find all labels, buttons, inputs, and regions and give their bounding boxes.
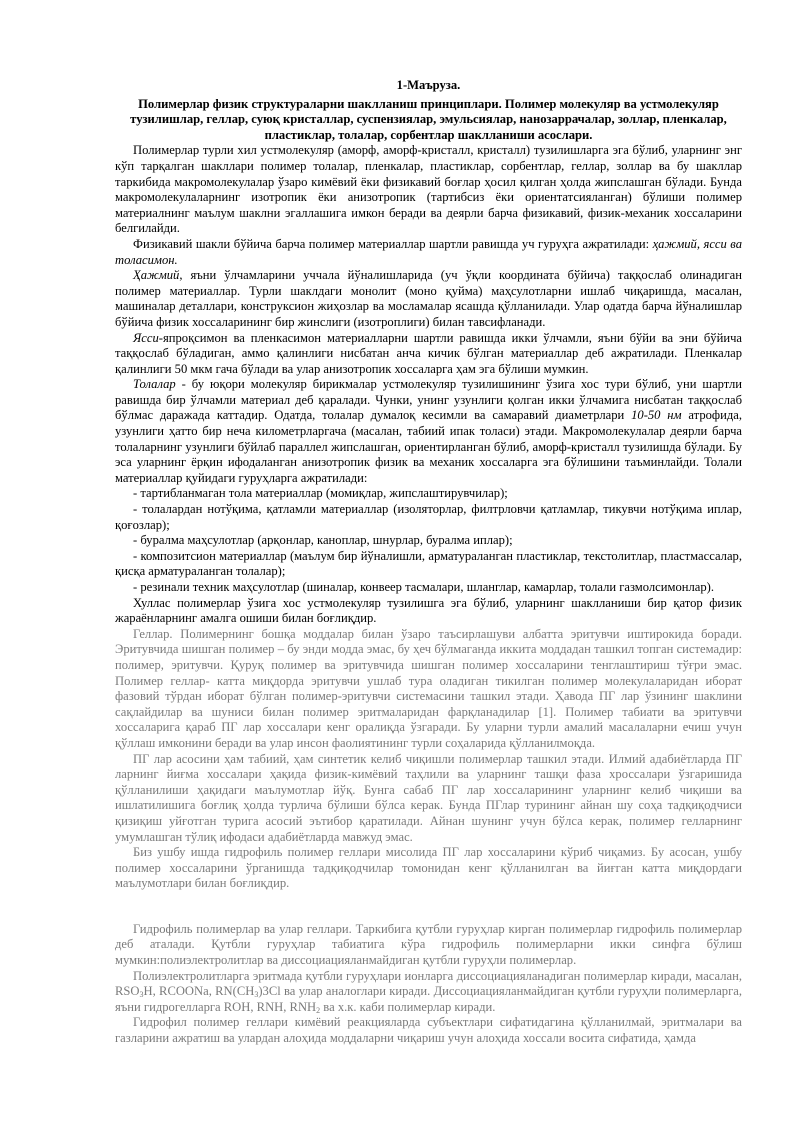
paragraph-text: ва х.к. каби полимерлар киради.	[320, 999, 496, 1014]
paragraph-text: -япроқсимон ва пленкасимон материалларни шартли равишда икки ўлчамли, яъни бўйи ва эни бўйича таққослаб бўладиган, аммо қалинлиги нисбатан анча кичик бўлган материаллар деб ажратилади. Пленкалар қалинлиги 50 мкм гача бўлади ва улар анизотропик хоссаларга ҳам эга бўлиши мумкин.	[115, 330, 742, 376]
paragraph-hydrophilic: Гидрофиль полимерлар ва улар геллари. Таркибига қутбли гуруҳлар кирган полимерлар гидрофиль полимерлар деб аталади. Қутбли гуруҳлар табиатига кўра гидрофиль полимерларни икки синфга бўлиш мумкин:полиэлектролитлар ва диссоциацияланмайдиган қутбли гуруҳли полимерлар.	[115, 921, 742, 968]
paragraph-fibers	[115, 377, 742, 486]
subscript: 2	[316, 1005, 321, 1015]
paragraph-text: H, RCOONa, RN(CH	[143, 984, 255, 999]
paragraph-summary: Хуллас полимерлар ўзига хос устмолекуляр тузилишга эга бўлиб, уларнинг шаклланиши бир қатор физик жараёнларнинг амалга ошиши билан боғлиқдир.	[115, 595, 742, 626]
lecture-subtitle: Полимерлар физик структураларни шаклланиш принциплари. Полимер молекуляр ва устмолекуляр тузилишлар, геллар, суюқ кристаллар, суспензиялар, эмульсиялар, нанозаррачалар, золлар, пленкалар, пластиклар, толалар, сорбентлар шаклланиши асослари.	[130, 96, 727, 142]
paragraph-gels: Геллар. Полимернинг бошқа моддалар билан ўзаро таъсирлашуви албатта эритувчи иштирокида боради. Эритувчида шишган полимер – бу энди модда эмас, бу ҳеч бўлмаганда иккита моддадан ташкил топган системадир: полимер, эритувчи. Қуруқ полимер ва эритувчида шишган полимер хоссаларини тенглаштириш тўғри эмас. Полимер геллар- катта миқдорда эритувчи ушлаб тура оладиган тикилган полимер молекулаларидан иборат фазовий тўрдан иборат бўлган полимер-эритувчи системасини ташкил этади. Ҳавода ПГ лар ўзининг шаклини сақлайдилар ва шуниси билан полимер эритмаларидан фарқланадилар [1]. Полимер табиати ва эритувчи хоссаларига қараб ПГ лар хоссалари кенг оралиқда ўзгаради. Бу уларни турли амалий масалаларни ечиш учун қўллаш имконини беради ва улар инсон фаолиятининг турли соҳаларида қўлланилмоқда.	[115, 626, 742, 750]
paragraph-text: )3Cl ва улар аналоглари киради. Диссоциацияланмайдиган қутбли гуруҳли полимерларга, яъни гидрогелларга ROH, RNH, RNH	[115, 984, 742, 1014]
paragraph-text: - бу юқори молекуляр бирикмалар устмолекуляр тузилишининг ўзига хос тури бўлиб, уни шартли равишда бир ўлчамли материал деб қаралади. Чунки, унинг узунлиги қолган икки ўлчамига нисбатан таққослаб бўлмас даражада каттадир. Одатда, толалар думалоқ кесимли ва самаравий диаметрлари	[115, 377, 742, 423]
list-item: - буралма маҳсулотлар (арқонлар, каноплар, шнурлар, буралма иплар);	[133, 533, 513, 548]
paragraph-volumetric	[115, 268, 742, 330]
paragraph-polyelectrolytes	[115, 969, 742, 1016]
subscript: 3	[139, 990, 144, 1000]
paragraph-text: Физикавий шакли бўйича барча полимер материаллар шартли равишда уч гуруҳга ажратилади:	[133, 236, 653, 251]
term-volumetric: Ҳажмий	[133, 268, 180, 283]
list-item: - резинали техник маҳсулотлар (шиналар, конвеер тасмалари, шланглар, камарлар, толали газмолсимонлар).	[133, 580, 715, 594]
lecture-title: 1-Маъруза.	[396, 78, 461, 92]
paragraph-text: , яъни ўлчамларини уччала йўналишларида (уч ўқли координата бўйича) таққослаб олинадиган полимер материаллар. Турли шаклдаги монолит (моно қуйма) маҳсулотларни ишлаб чиқаришда, масалан, машиналар деталлари, конструксион жиҳозлар ва мосламалар ясашда қўлланилади. Улар одатда барча йўналишлар бўйича физик хоссаларининг бир жинслиги (изотроплиги) билан тавсифланади.	[115, 268, 742, 329]
classification-terms: ҳажмий, ясси ва толасимон.	[115, 236, 742, 267]
list-item: - толалардан нотўқима, қатламли материаллар (изоляторлар, филтрловчи қатламлар, тикувчи нотўқима иплар, қоғозлар);	[115, 502, 742, 532]
paragraph-text: Полиэлектролитларга эритмада қутбли гуруҳлари ионларга диссоциацияланадиган полимерлар киради, масалан, RSO	[115, 968, 742, 999]
spacer	[115, 892, 742, 922]
subscript: 3	[254, 990, 259, 1000]
paragraph-gels-basis: ПГ лар асосини ҳам табиий, ҳам синтетик келиб чиқишли полимерлар ташкил этади. Илмий адабиётларда ПГ ларнинг йиғма хоссалари ҳақида физик-кимёвий таҳлили ва уларнинг ташқи фаза хроссалари ўзгаришида қўлланилиши ҳақидаги маълумотлар йўқ. Бунга сабаб ПГ лар хоссаларининг уларнинг келиб чиқиши ва ишлатилишига боғлиқ ҳолда турлича бўлиши бўлса керак. Бунда ПГлар турининг айнан шу соҳа тадқиқодчиси қизиқиш уйғотган турига асосий эътибор қаратилади. Айнан шунинг учун бўлса керак, полимер гелларнинг умумлашган тўлиқ ифодаси адабиётларда мавжуд эмас.	[115, 751, 742, 844]
paragraph-classification	[115, 237, 742, 268]
document-page	[115, 78, 742, 1047]
list-item: - композитсион материаллар (маълум бир йўналишли, арматураланган пластиклар, текстолитлар, пластмассалар, қисқа арматураланган толалар);	[115, 548, 742, 579]
fiber-diameter: 10-50 нм	[631, 408, 682, 423]
paragraph-flat	[115, 331, 742, 378]
paragraph-text: атрофида, узунлиги ҳатто бир неча километрларгача (масалан, табиий ипак толаси) этади. Макромолекулалар деярли барча толаларнинг узунлиги бўйлаб параллел жипслашган, ориентирланган бўлиб, аморф-кристалл тузилишда бўлади. Бу эса уларнинг ёрқин ифодаланган анизотропик физик ва механик хоссаларга эга бўлишини таъминлайди. Толали материаллар қуйидаги гуруҳларга ажратилади:	[115, 408, 742, 485]
term-fibers: Толалар	[133, 377, 176, 392]
term-flat: Ясси	[133, 330, 159, 345]
paragraph-hydrogel-uses: Гидрофил полимер геллари кимёвий реакцияларда субъектлари сифатидагина қўлланилмай, эритмалари ва газларини ажратиш ва улардан алоҳида моддаларни чиқариш учун алоҳида хоссали восита сифатида, ҳамда	[115, 1015, 742, 1046]
paragraph-gels-scope: Биз ушбу ишда гидрофиль полимер геллари мисолида ПГ лар хоссаларини кўриб чиқамиз. Бу асосан, ушбу полимер хоссаларини ўрганишда тадқиқодчилар томонидан кенг қўлланилган ва йиғган катта миқдордаги маълумотлари билан боғлиқдир.	[115, 845, 742, 891]
paragraph-intro: Полимерлар турли хил устмолекуляр (аморф, аморф-кристалл, кристалл) тузилишларга эга бўлиб, уларнинг энг кўп тарқалган шакллари полимер толалар, пленкалар, пластиклар, сорбентлар, геллар, золлар ва бу шакллар таркибида макромолекулалар ўзаро кимёвий ёки физикавий боғлар ҳосил қилган ҳолда жипслашган бўлади. Бунда макромолекулаларнинг изотропик ёки анизотропик (тартибсиз ёки ориентатсияланган) бўлиши полимер материалнинг маълум шаклни эгаллашига имкон беради ва деярли барча физикавий, физик-механик хоссаларини белгилайди.	[115, 143, 742, 236]
list-item: - тартибланмаган тола материаллар (момиқлар, жипслаштирувчилар);	[133, 486, 508, 501]
